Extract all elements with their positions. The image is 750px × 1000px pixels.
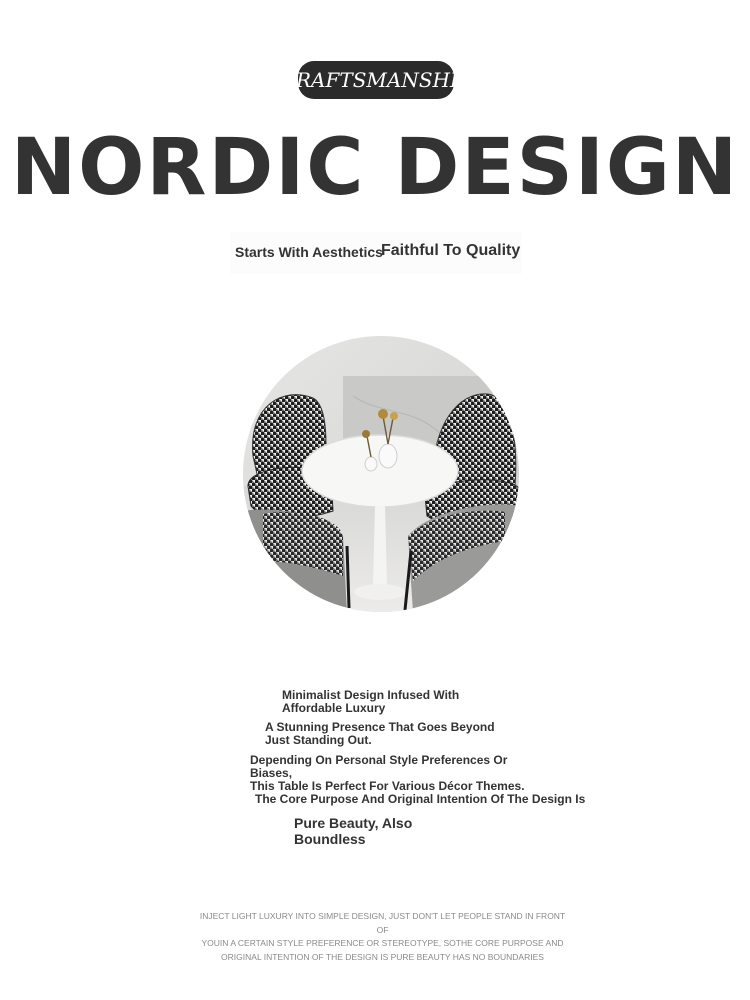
text-block-presence — [265, 721, 505, 747]
fine-print-line: YOUIN A CERTAIN STYLE PREFERENCE OR STEREOTYPE, SOTHE CORE PURPOSE AND — [201, 938, 564, 948]
fine-print-line: ORIGINAL INTENTION OF THE DESIGN IS PURE BEAUTY HAS NO BOUNDARIES — [221, 951, 544, 962]
text-block-pure-beauty — [294, 815, 474, 847]
tagline — [230, 232, 522, 274]
text-line: Affordable Luxury — [282, 701, 386, 715]
product-photo — [243, 336, 519, 612]
tagline-right: Faithful To Quality — [381, 242, 521, 259]
text-line: Boundless — [294, 831, 366, 847]
text-line: Depending On Personal Style Preferences Or Biases, — [250, 753, 508, 780]
table-and-chairs-image — [243, 336, 519, 612]
text-block-minimalist — [282, 689, 482, 715]
tagline-left: Starts With Aesthetics — [235, 244, 383, 260]
page-title: NORDIC DESIGN — [10, 123, 740, 213]
text-line: A Stunning Presence That Goes Beyond — [265, 720, 495, 734]
text-block-style — [250, 754, 550, 793]
fine-print-line: INJECT LIGHT LUXURY INTO SIMPLE DESIGN, JUST DON'T LET PEOPLE STAND IN FRONT OF — [199, 911, 566, 935]
fine-print — [195, 910, 570, 964]
text-line: This Table Is Perfect For Various Décor Themes. — [250, 779, 525, 793]
badge-text: CRAFTSMANSHIP — [280, 68, 472, 92]
text-block-core-purpose: The Core Purpose And Original Intention Of The Design Is — [255, 792, 586, 806]
text-line: Minimalist Design Infused With — [282, 688, 460, 702]
craftsmanship-badge — [280, 61, 472, 99]
text-line: Just Standing Out. — [265, 733, 372, 747]
text-line: Pure Beauty, Also — [294, 815, 413, 831]
